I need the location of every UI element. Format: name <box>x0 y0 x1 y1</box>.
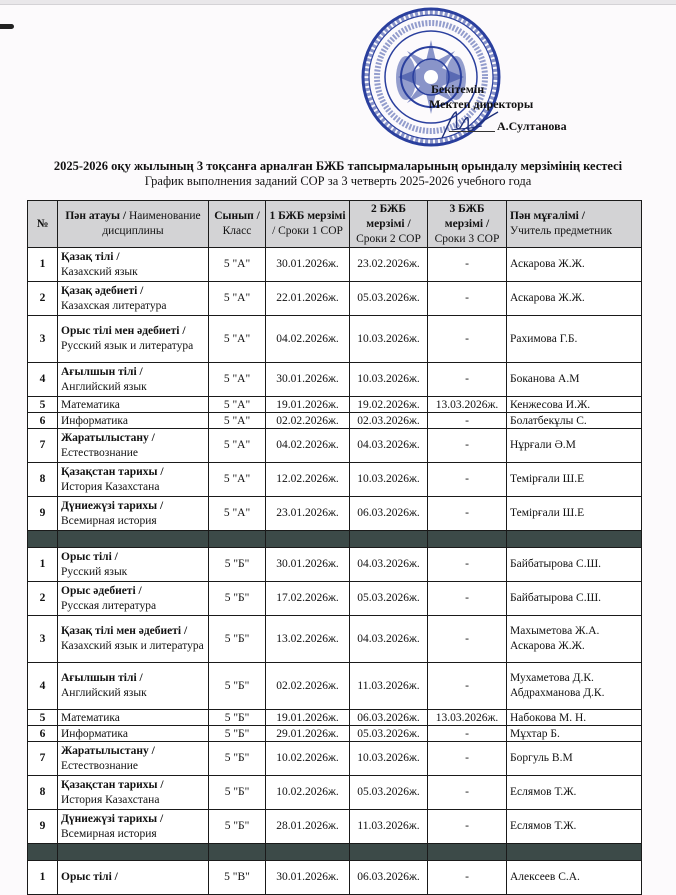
teacher-name: Еслямов Т.Ж. <box>510 786 577 798</box>
subject-cell <box>58 316 209 363</box>
sor1-date-cell: 10.02.2026ж. <box>266 776 350 810</box>
subject-name-kz: Дүниежүзі тарихы / <box>61 499 164 512</box>
sor2-date-cell: 06.03.2026ж. <box>350 710 428 726</box>
subject-cell <box>58 742 209 776</box>
sor3-date-cell: 13.03.2026ж. <box>428 710 507 726</box>
subject-name-ru: Математика <box>61 398 120 411</box>
subject-cell <box>58 429 209 463</box>
header-teacher-ru: Учитель предметник <box>510 225 613 237</box>
subject-name-kz: Дүниежүзі тарихы / <box>61 812 164 825</box>
teacher-name: Рахимова Г.Б. <box>510 332 578 345</box>
table-row <box>28 429 642 463</box>
row-number: 5 <box>28 710 58 726</box>
teacher-cell <box>507 429 642 463</box>
sor3-date-cell: - <box>428 248 507 282</box>
sor3-date-cell: - <box>428 316 507 363</box>
row-number: 3 <box>28 616 58 663</box>
teacher-cell <box>507 548 642 582</box>
subject-name-ru: История Казахстана <box>61 793 160 806</box>
class-cell: 5 "А" <box>209 363 266 397</box>
teacher-name: Нұрғали Ә.М <box>510 439 576 451</box>
subject-name-kz: Орыс тілі / <box>61 550 118 563</box>
subject-name-ru: Русская литература <box>61 599 157 612</box>
subject-cell <box>58 776 209 810</box>
row-number: 1 <box>28 861 58 895</box>
header-sor2-ru: Сроки 2 СОР <box>356 232 421 245</box>
sor3-date-cell: - <box>428 497 507 531</box>
subject-name-ru: Английский язык <box>61 687 147 699</box>
signature-icon <box>438 108 508 140</box>
table-row <box>28 742 642 776</box>
sor3-date-cell: - <box>428 282 507 316</box>
teacher-name: Набокова М. Н. <box>510 711 587 724</box>
header-sor3 <box>428 201 507 248</box>
subject-name-kz: Қазақ тілі мен әдебиеті / <box>61 625 188 637</box>
sor2-date-cell: 04.03.2026ж. <box>350 616 428 663</box>
table-row <box>28 248 642 282</box>
class-separator-row <box>28 844 642 861</box>
subject-name-ru: Казахская литература <box>61 299 167 312</box>
separator-cell <box>266 531 350 548</box>
teacher-name: Аскарова Ж.Ж. <box>510 640 585 652</box>
sor2-date-cell: 10.03.2026ж. <box>350 363 428 397</box>
teacher-name: Аскарова Ж.Ж. <box>510 258 585 270</box>
subject-name-ru: Всемирная история <box>61 827 157 840</box>
teacher-cell <box>507 861 642 895</box>
sor3-date-cell: - <box>428 363 507 397</box>
table-row <box>28 810 642 844</box>
class-cell: 5 "А" <box>209 248 266 282</box>
class-cell: 5 "А" <box>209 397 266 413</box>
separator-cell <box>507 531 642 548</box>
sor1-date-cell: 02.02.2026ж. <box>266 663 350 710</box>
sor3-date-cell: - <box>428 582 507 616</box>
document-title-ru: График выполнения заданий СОР за 3 четверть 2025-2026 учебного года <box>144 174 532 188</box>
sor1-date-cell: 30.01.2026ж. <box>266 861 350 895</box>
table-row <box>28 463 642 497</box>
subject-name-kz: Қазақстан тарихы / <box>61 778 164 791</box>
sor2-date-cell: 23.02.2026ж. <box>350 248 428 282</box>
class-cell: 5 "Б" <box>209 710 266 726</box>
sor3-date-cell: - <box>428 663 507 710</box>
header-teacher-kz: Пән мұғалімі / <box>510 210 585 222</box>
header-subject-ru: Наименование дисциплины <box>102 210 201 237</box>
class-cell: 5 "Б" <box>209 810 266 844</box>
table-row <box>28 363 642 397</box>
table-row <box>28 582 642 616</box>
subject-name-kz: Орыс тілі / <box>61 871 118 883</box>
approval-title: Бекітемін <box>431 82 485 96</box>
sor3-date-cell: - <box>428 463 507 497</box>
subject-name-ru: Естествознание <box>61 759 138 772</box>
sor2-date-cell: 05.03.2026ж. <box>350 776 428 810</box>
subject-cell <box>58 413 209 429</box>
subject-name-ru: Английский язык <box>61 380 147 393</box>
teacher-name: Аскарова Ж.Ж. <box>510 292 585 304</box>
class-cell: 5 "А" <box>209 463 266 497</box>
separator-cell <box>266 844 350 861</box>
subject-name-kz: Қазақ тілі / <box>61 250 120 263</box>
sor1-date-cell: 30.01.2026ж. <box>266 548 350 582</box>
sor1-date-cell: 22.01.2026ж. <box>266 282 350 316</box>
subject-cell <box>58 726 209 742</box>
teacher-cell <box>507 663 642 710</box>
teacher-cell <box>507 363 642 397</box>
sor2-date-cell: 05.03.2026ж. <box>350 282 428 316</box>
sor3-date-cell: - <box>428 429 507 463</box>
sor3-date-cell: - <box>428 548 507 582</box>
class-cell: 5 "А" <box>209 497 266 531</box>
sor1-date-cell: 13.02.2026ж. <box>266 616 350 663</box>
row-number: 8 <box>28 776 58 810</box>
header-sor1-kz: 1 БЖБ мерзімі <box>269 210 346 222</box>
table-row <box>28 663 642 710</box>
sor2-date-cell: 05.03.2026ж. <box>350 582 428 616</box>
subject-name-ru: Математика <box>61 711 120 724</box>
teacher-cell <box>507 463 642 497</box>
subject-name-ru: Всемирная история <box>61 514 157 527</box>
sor3-date-cell: - <box>428 616 507 663</box>
sor3-date-cell: 13.03.2026ж. <box>428 397 507 413</box>
class-cell: 5 "Б" <box>209 742 266 776</box>
header-teacher <box>507 201 642 248</box>
separator-cell <box>428 844 507 861</box>
teacher-cell <box>507 726 642 742</box>
table-row <box>28 726 642 742</box>
sor1-date-cell: 17.02.2026ж. <box>266 582 350 616</box>
subject-name-ru: Русский язык и литература <box>61 340 194 352</box>
class-cell: 5 "Б" <box>209 663 266 710</box>
subject-name-kz: Орыс әдебиеті / <box>61 584 142 597</box>
teacher-name: Абдрахманова Д.К. <box>510 687 605 699</box>
sor1-date-cell: 30.01.2026ж. <box>266 248 350 282</box>
row-number: 5 <box>28 397 58 413</box>
row-number: 9 <box>28 497 58 531</box>
row-number: 9 <box>28 810 58 844</box>
sor2-date-cell: 10.03.2026ж. <box>350 742 428 776</box>
approval-position: Мектеп директоры <box>429 97 534 111</box>
subject-name-kz: Жаратылыстану / <box>61 744 155 757</box>
sor1-date-cell: 19.01.2026ж. <box>266 710 350 726</box>
teacher-name: Байбатырова С.Ш. <box>510 558 602 570</box>
teacher-name: Боканова А.М <box>510 373 580 385</box>
sor1-date-cell: 30.01.2026ж. <box>266 363 350 397</box>
teacher-name: Болатбекұлы С. <box>510 414 587 427</box>
teacher-name: Кенжесова И.Ж. <box>510 398 591 411</box>
sor2-date-cell: 11.03.2026ж. <box>350 810 428 844</box>
teacher-name: Мухаметова Д.К. <box>510 672 594 684</box>
header-class <box>209 201 266 248</box>
header-subject <box>58 201 209 248</box>
subject-cell <box>58 463 209 497</box>
separator-cell <box>507 844 642 861</box>
sor1-date-cell: 04.02.2026ж. <box>266 429 350 463</box>
sor1-date-cell: 12.02.2026ж. <box>266 463 350 497</box>
teacher-cell <box>507 582 642 616</box>
class-cell: 5 "Б" <box>209 582 266 616</box>
table-row <box>28 548 642 582</box>
class-cell: 5 "Б" <box>209 776 266 810</box>
subject-name-ru: Казахский язык <box>61 265 138 278</box>
subject-cell <box>58 861 209 895</box>
separator-cell <box>209 844 266 861</box>
sor3-date-cell: - <box>428 413 507 429</box>
teacher-cell <box>507 397 642 413</box>
subject-name-ru: Информатика <box>61 414 128 427</box>
table-body <box>28 248 642 895</box>
row-number: 1 <box>28 248 58 282</box>
row-number: 6 <box>28 726 58 742</box>
header-subject-kz: Пән атауы / <box>65 210 127 222</box>
table-row <box>28 413 642 429</box>
subject-cell <box>58 397 209 413</box>
header-class-kz: Сынып / <box>214 210 260 222</box>
teacher-cell <box>507 710 642 726</box>
sor2-date-cell: 10.03.2026ж. <box>350 463 428 497</box>
subject-cell <box>58 363 209 397</box>
scan-mark <box>0 24 14 29</box>
table-header-row <box>28 201 642 248</box>
teacher-name: Еслямов Т.Ж. <box>510 820 577 832</box>
subject-cell <box>58 663 209 710</box>
table-row <box>28 861 642 895</box>
row-number: 4 <box>28 363 58 397</box>
sor2-date-cell: 06.03.2026ж. <box>350 497 428 531</box>
table-row <box>28 497 642 531</box>
teacher-cell <box>507 316 642 363</box>
header-sor1-ru: / Сроки 1 СОР <box>272 225 343 237</box>
viewer-top-edge <box>0 0 676 5</box>
teacher-name: Мұхтар Б. <box>510 727 560 740</box>
subject-cell <box>58 548 209 582</box>
header-sor3-kz: 3 БЖБ мерзімі / <box>444 202 490 230</box>
document-title-kz: 2025-2026 оқу жылының 3 тоқсанға арналған БЖБ тапсырмаларының орындалу мерзімінің кестесі <box>53 159 623 173</box>
teacher-name: Байбатырова С.Ш. <box>510 592 602 604</box>
row-number: 7 <box>28 429 58 463</box>
class-cell: 5 "Б" <box>209 726 266 742</box>
sor3-date-cell: - <box>428 810 507 844</box>
subject-name-kz: Қазақстан тарихы / <box>61 465 164 478</box>
row-number: 8 <box>28 463 58 497</box>
separator-cell <box>28 531 58 548</box>
subject-name-kz: Ағылшын тілі / <box>61 365 143 378</box>
separator-cell <box>58 531 209 548</box>
header-sor3-ru: Сроки 3 СОР <box>434 232 500 245</box>
row-number: 6 <box>28 413 58 429</box>
teacher-cell <box>507 497 642 531</box>
sor1-date-cell: 10.02.2026ж. <box>266 742 350 776</box>
teacher-name: Темірғали Ш.Е <box>510 473 585 485</box>
class-cell: 5 "Б" <box>209 616 266 663</box>
subject-cell <box>58 616 209 663</box>
sor3-date-cell: - <box>428 776 507 810</box>
teacher-name: Боргуль В.М <box>510 752 573 764</box>
subject-cell <box>58 810 209 844</box>
subject-name-ru: Казахский язык и литература <box>61 640 204 652</box>
subject-cell <box>58 248 209 282</box>
sor-schedule-table <box>27 200 642 895</box>
subject-cell <box>58 582 209 616</box>
subject-name-ru: Информатика <box>61 727 128 740</box>
sor1-date-cell: 28.01.2026ж. <box>266 810 350 844</box>
sor1-date-cell: 04.02.2026ж. <box>266 316 350 363</box>
sor2-date-cell: 06.03.2026ж. <box>350 861 428 895</box>
table-row <box>28 616 642 663</box>
header-sor1 <box>266 201 350 248</box>
class-cell: 5 "В" <box>209 861 266 895</box>
signature-line <box>449 131 495 132</box>
sor2-date-cell: 02.03.2026ж. <box>350 413 428 429</box>
row-number: 3 <box>28 316 58 363</box>
subject-name-ru: Естествознание <box>61 446 138 459</box>
teacher-cell <box>507 248 642 282</box>
subject-name-ru: История Казахстана <box>61 480 160 493</box>
sor2-date-cell: 04.03.2026ж. <box>350 429 428 463</box>
sor2-date-cell: 19.02.2026ж. <box>350 397 428 413</box>
sor2-date-cell: 10.03.2026ж. <box>350 316 428 363</box>
subject-cell <box>58 710 209 726</box>
sor2-date-cell: 04.03.2026ж. <box>350 548 428 582</box>
separator-cell <box>350 531 428 548</box>
class-separator-row <box>28 531 642 548</box>
separator-cell <box>350 844 428 861</box>
teacher-cell <box>507 810 642 844</box>
subject-name-ru: Русский язык <box>61 565 128 578</box>
table-row <box>28 316 642 363</box>
row-number: 2 <box>28 582 58 616</box>
sor1-date-cell: 29.01.2026ж. <box>266 726 350 742</box>
approval-signer: А.Султанова <box>497 119 567 133</box>
table-row <box>28 282 642 316</box>
sor3-date-cell: - <box>428 861 507 895</box>
sor3-date-cell: - <box>428 726 507 742</box>
row-number: 2 <box>28 282 58 316</box>
table-row <box>28 710 642 726</box>
subject-name-kz: Ағылшын тілі / <box>61 672 143 684</box>
separator-cell <box>58 844 209 861</box>
sor1-date-cell: 02.02.2026ж. <box>266 413 350 429</box>
class-cell: 5 "А" <box>209 413 266 429</box>
teacher-name: Алексеев С.А. <box>510 871 580 883</box>
class-cell: 5 "А" <box>209 316 266 363</box>
separator-cell <box>28 844 58 861</box>
sor1-date-cell: 19.01.2026ж. <box>266 397 350 413</box>
teacher-cell <box>507 742 642 776</box>
header-class-ru: Класс <box>222 225 252 237</box>
header-sor2 <box>350 201 428 248</box>
sor2-date-cell: 11.03.2026ж. <box>350 663 428 710</box>
teacher-name: Темірғали Ш.Е <box>510 507 585 519</box>
row-number: 7 <box>28 742 58 776</box>
teacher-cell <box>507 776 642 810</box>
table-row <box>28 776 642 810</box>
class-cell: 5 "А" <box>209 282 266 316</box>
sor1-date-cell: 23.01.2026ж. <box>266 497 350 531</box>
separator-cell <box>209 531 266 548</box>
subject-name-kz: Орыс тілі мен әдебиеті / <box>61 325 186 337</box>
row-number: 4 <box>28 663 58 710</box>
teacher-cell <box>507 616 642 663</box>
subject-cell <box>58 282 209 316</box>
teacher-cell <box>507 282 642 316</box>
table-row <box>28 397 642 413</box>
sor2-date-cell: 05.03.2026ж. <box>350 726 428 742</box>
row-number: 1 <box>28 548 58 582</box>
sor3-date-cell: - <box>428 742 507 776</box>
header-sor2-kz: 2 БЖБ мерзімі / <box>366 202 411 230</box>
teacher-name: Махыметова Ж.А. <box>510 625 600 637</box>
subject-name-kz: Жаратылыстану / <box>61 431 155 444</box>
class-cell: 5 "А" <box>209 429 266 463</box>
subject-name-kz: Қазақ әдебиеті / <box>61 284 144 297</box>
subject-cell <box>58 497 209 531</box>
class-cell: 5 "Б" <box>209 548 266 582</box>
header-num: № <box>28 201 58 248</box>
teacher-cell <box>507 413 642 429</box>
separator-cell <box>428 531 507 548</box>
